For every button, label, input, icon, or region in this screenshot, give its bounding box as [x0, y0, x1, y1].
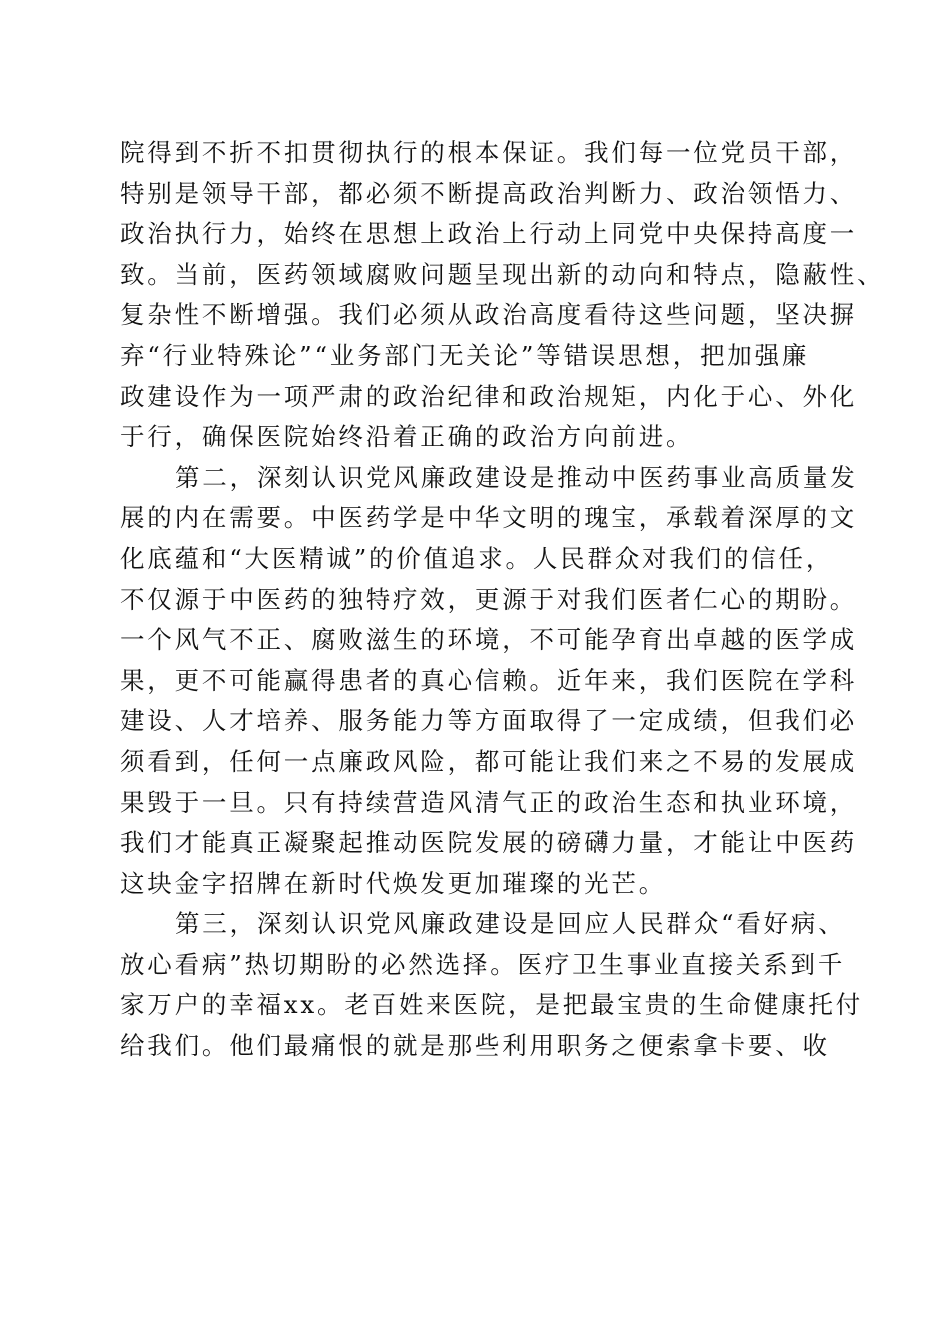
text-line: 不仅源于中医药的独特疗效，更源于对我们医者仁心的期盼。: [120, 584, 858, 614]
text-line: 家万户的幸福xx。老百姓来医院，是把最宝贵的生命健康托付: [120, 990, 864, 1020]
text-line-first: 第三，深刻认识党风廉政建设是回应人民群众“看好病、: [175, 909, 846, 939]
document-body: [120, 133, 885, 1067]
paragraph-political-guarantee: [120, 133, 885, 458]
text-line: 须看到，任何一点廉政风险，都可能让我们来之不易的发展成: [120, 746, 858, 776]
text-line: 化底蕴和“大医精诚”的价值追求。人民群众对我们的信任，: [120, 543, 834, 573]
text-line: 果，更不可能赢得患者的真心信赖。近年来，我们医院在学科: [120, 665, 858, 695]
text-line: 政建设作为一项严肃的政治纪律和政治规矩，内化于心、外化: [120, 381, 858, 411]
paragraph-second-point: [120, 458, 858, 905]
text-line: 这块金字招牌在新时代焕发更加璀璨的光芒。: [120, 868, 666, 898]
text-line: 致。当前，医药领域腐败问题呈现出新的动向和特点，隐蔽性、: [120, 259, 885, 289]
text-line: 一个风气不正、腐败滋生的环境，不可能孕育出卓越的医学成: [120, 625, 858, 655]
text-line: 政治执行力，始终在思想上政治上行动上同党中央保持高度一: [120, 219, 858, 249]
text-line: 弃“行业特殊论”“业务部门无关论”等错误思想，把加强廉: [120, 340, 810, 370]
text-line: 给我们。他们最痛恨的就是那些利用职务之便索拿卡要、收: [120, 1031, 830, 1061]
text-line: 果毁于一旦。只有持续营造风清气正的政治生态和执业环境，: [120, 787, 858, 817]
text-line: 我们才能真正凝聚起推动医院发展的磅礴力量，才能让中医药: [120, 828, 858, 858]
text-line: 院得到不折不扣贯彻执行的根本保证。我们每一位党员干部，: [120, 138, 858, 167]
paragraph-third-point: [120, 904, 864, 1066]
text-line: 放心看病”热切期盼的必然选择。医疗卫生事业直接关系到千: [120, 949, 846, 979]
text-line: 展的内在需要。中医药学是中华文明的瑰宝，承载着深厚的文: [120, 503, 858, 533]
text-line-first: 第二，深刻认识党风廉政建设是推动中医药事业高质量发: [175, 462, 858, 492]
text-line: 复杂性不断增强。我们必须从政治高度看待这些问题，坚决摒: [120, 300, 858, 330]
text-line: 于行，确保医院始终沿着正确的政治方向前进。: [120, 422, 694, 452]
text-line: 建设、人才培养、服务能力等方面取得了一定成绩，但我们必: [120, 706, 858, 736]
text-line: 特别是领导干部，都必须不断提高政治判断力、政治领悟力、: [120, 178, 858, 208]
